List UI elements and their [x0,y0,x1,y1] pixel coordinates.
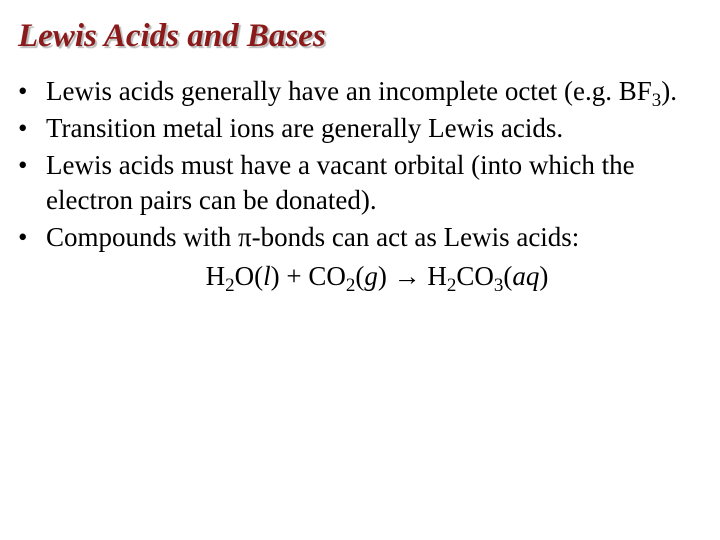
eq-part: ( [503,261,513,291]
eq-part: ) + CO [270,261,346,291]
eq-part: H [205,261,226,291]
eq-part: ( [355,261,365,291]
eq-subscript: 2 [225,275,235,296]
eq-part: ) [377,261,387,291]
eq-state: aq [512,261,540,291]
bullet-text-part: ). [661,76,678,106]
eq-state: g [364,261,378,291]
bullet-dot: • [18,150,28,180]
eq-part: ) [539,261,549,291]
bullet-item [18,148,708,218]
eq-part: H [427,261,447,291]
eq-state: l [263,261,271,291]
eq-part: O( [234,261,264,291]
bullet-text: Lewis acids must have a vacant orbital (into which the electron pairs can be donated). [46,150,635,215]
bullet-text-part: Compounds with [46,222,239,252]
slide-title: Lewis Acids and Bases [18,18,326,54]
bullet-text [46,76,678,111]
bullet-list [18,74,708,294]
chemical-equation [18,259,708,294]
bullet-dot: • [18,113,28,143]
eq-part: CO [456,261,494,291]
bullet-text-part: -bonds can act as Lewis acids: [251,222,580,252]
eq-subscript: 2 [446,275,457,296]
eq-subscript: 3 [493,275,504,296]
bullet-item [18,111,708,146]
bullet-text [46,222,579,252]
bullet-dot: • [18,222,28,252]
pi-symbol: π [238,222,252,252]
subscript: 3 [651,90,662,111]
bullet-dot: • [18,76,28,106]
bullet-item [18,220,708,255]
arrow-icon: → [386,261,428,291]
eq-subscript: 2 [345,275,356,296]
bullet-text-part: Lewis acids generally have an incomplete octet (e.g. BF [46,76,652,106]
bullet-text: Transition metal ions are generally Lewis acids. [46,113,564,143]
bullet-item [18,74,708,109]
